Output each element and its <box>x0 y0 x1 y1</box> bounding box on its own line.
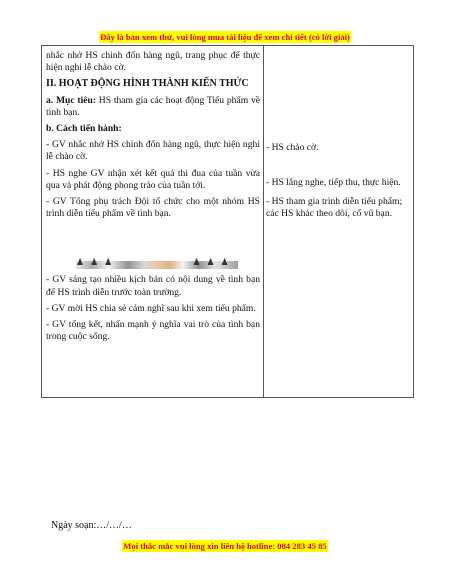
student-response-3: - HS tham gia trình diễn tiểu phẩm; các HS khác theo dõi, cổ vũ bạn. <box>266 196 403 220</box>
date-line: Ngày soạn:…/…/… <box>51 520 132 531</box>
step-3: - GV Tổng phụ trách Đội tổ chức cho một nhóm HS trình diễn tiểu phẩm về tình bạn. <box>46 196 260 220</box>
method-label: b. Cách tiến hành: <box>46 123 122 135</box>
performance-photo <box>76 256 238 274</box>
student-response-1: - HS chào cờ. <box>266 142 319 153</box>
goal-paragraph <box>46 95 260 119</box>
step-5: - GV mời HS chia sẻ cảm nghĩ sau khi xem tiểu phẩm. <box>46 302 256 314</box>
section-heading: II. HOẠT ĐỘNG HÌNH THÀNH KIẾN THỨC <box>46 78 249 90</box>
preview-banner-top <box>0 27 450 45</box>
teacher-column <box>46 50 260 347</box>
goal-text: HS tham gia các hoạt động Tiểu phẩm về tình bạn. <box>46 94 261 118</box>
step-2: - HS nghe GV nhận xét kết quả thi đua của tuần vừa qua và phát động phong trào của tuần tới. <box>46 167 260 191</box>
photo-figures: ♟♟♟ ♟♟♟ <box>76 257 235 268</box>
contact-banner-text: Mọi thắc mắc vui lòng xin liên hệ hotline: 084 283 45 85 <box>123 541 327 551</box>
intro-text: nhắc nhở HS chỉnh đốn hàng ngũ, trang phục để thực hiện nghi lễ chào cờ. <box>46 50 260 74</box>
preview-banner-text: Đây là bản xem thử, vui lòng mua tài liệu để xem chi tiết (có lời giải) <box>100 32 350 42</box>
lesson-table <box>41 45 414 398</box>
step-4: - GV sáng tạo nhiều kịch bản có nội dung về tình bạn để HS trình diễn trước toàn trường. <box>46 274 260 298</box>
column-divider <box>263 46 264 397</box>
step-6: - GV tổng kết, nhấn mạnh ý nghĩa vai trò của tình bạn trong cuộc sống. <box>46 319 260 343</box>
goal-label: a. Mục tiêu: <box>46 94 97 106</box>
step-1: - GV nhắc nhở HS chỉnh đốn hàng ngũ, thực hiện nghi lễ chào cờ. <box>46 139 260 163</box>
contact-banner-bottom <box>0 536 450 554</box>
student-response-2: - HS lắng nghe, tiếp thu, thực hiện. <box>266 177 401 188</box>
